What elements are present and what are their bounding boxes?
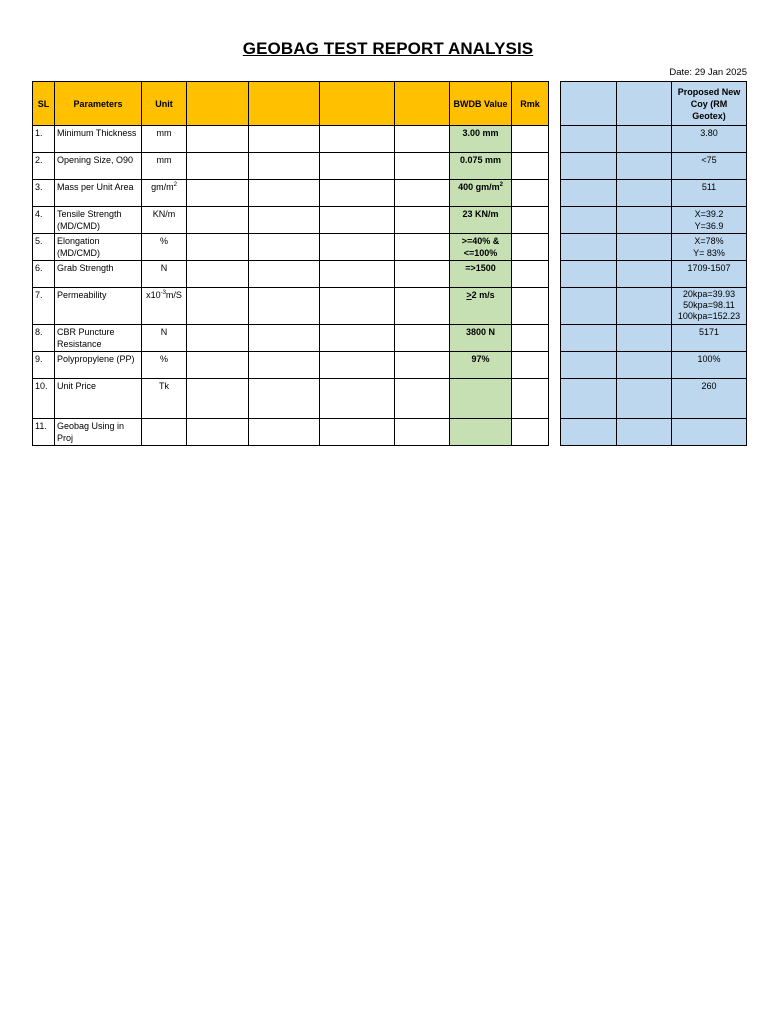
row-sl: 9. (33, 352, 55, 379)
row-param: Geobag Using in Proj (55, 419, 142, 446)
row-sl: 6. (33, 261, 55, 288)
row-unit: Tk (142, 379, 187, 419)
blank-cell (561, 180, 617, 207)
blank-cell (320, 379, 395, 419)
blank-cell (320, 153, 395, 180)
table-row (33, 207, 549, 234)
rmk-cell (512, 234, 549, 261)
blank-cell (395, 234, 450, 261)
header-unit: Unit (142, 82, 187, 126)
blank-cell (395, 352, 450, 379)
blank-cell (395, 288, 450, 325)
rmk-cell (512, 419, 549, 446)
header-parameters: Parameters (55, 82, 142, 126)
row-param: Unit Price (55, 379, 142, 419)
blank-cell (187, 126, 249, 153)
blank-cell (561, 153, 617, 180)
unit-sup: -3 (160, 290, 166, 296)
blank-cell (249, 419, 320, 446)
blank-cell (561, 207, 617, 234)
row-unit (142, 419, 187, 446)
report-date: Date: 29 Jan 2025 (669, 67, 747, 78)
row-param: Minimum Thickness (55, 126, 142, 153)
blank-cell (561, 352, 617, 379)
blank-cell (187, 153, 249, 180)
blank-cell (561, 126, 617, 153)
blank-cell (320, 288, 395, 325)
table-row (33, 325, 549, 352)
row-proposed (672, 288, 747, 325)
row-bwdb (450, 419, 512, 446)
side-row (561, 234, 747, 261)
row-param: Opening Size, O90 (55, 153, 142, 180)
proposed-line: X=78% (694, 236, 724, 246)
row-proposed: 5171 (672, 325, 747, 352)
row-bwdb: =>1500 (450, 261, 512, 288)
row-unit: N (142, 261, 187, 288)
blank-cell (561, 261, 617, 288)
row-unit: KN/m (142, 207, 187, 234)
blank-cell (617, 126, 672, 153)
blank-cell (617, 288, 672, 325)
row-proposed (672, 234, 747, 261)
blank-cell (187, 207, 249, 234)
blank-cell (249, 153, 320, 180)
bwdb-text: 400 gm/m (458, 182, 500, 192)
report-title: GEOBAG TEST REPORT ANALYSIS (242, 39, 534, 58)
blank-cell (395, 126, 450, 153)
blank-cell (249, 261, 320, 288)
blank-cell (617, 207, 672, 234)
row-param: Permeability (55, 288, 142, 325)
header-blank-1 (187, 82, 249, 126)
blank-cell (249, 288, 320, 325)
row-proposed (672, 419, 747, 446)
blank-cell (395, 207, 450, 234)
blank-cell (320, 207, 395, 234)
row-sl: 4. (33, 207, 55, 234)
table-row (33, 180, 549, 207)
blank-cell (320, 325, 395, 352)
blank-cell (561, 379, 617, 419)
row-sl: 7. (33, 288, 55, 325)
proposed-line: Y=36.9 (694, 221, 724, 231)
row-sl: 1. (33, 126, 55, 153)
blank-cell (187, 288, 249, 325)
rmk-cell (512, 325, 549, 352)
proposed-table (560, 81, 747, 446)
row-bwdb: 3800 N (450, 325, 512, 352)
rmk-cell (512, 352, 549, 379)
blank-cell (187, 419, 249, 446)
unit-post: m/S (165, 290, 182, 300)
blank-cell (187, 325, 249, 352)
row-proposed: 511 (672, 180, 747, 207)
blank-cell (395, 325, 450, 352)
row-proposed: 1709-1507 (672, 261, 747, 288)
row-sl: 10. (33, 379, 55, 419)
blank-cell (395, 180, 450, 207)
blank-cell (187, 352, 249, 379)
table-row (33, 288, 549, 325)
blank-cell (320, 261, 395, 288)
bwdb-line: >=40% & (461, 236, 500, 246)
blank-cell (249, 352, 320, 379)
row-proposed: <75 (672, 153, 747, 180)
side-row (561, 325, 747, 352)
row-param: Polypropylene (PP) (55, 352, 142, 379)
side-row (561, 153, 747, 180)
row-sl: 5. (33, 234, 55, 261)
table-row (33, 234, 549, 261)
blank-cell (320, 180, 395, 207)
main-table (32, 81, 549, 446)
blank-cell (617, 153, 672, 180)
blank-cell (249, 207, 320, 234)
blank-cell (617, 352, 672, 379)
header-sl: SL (33, 82, 55, 126)
side-header-row (561, 82, 747, 126)
blank-cell (561, 325, 617, 352)
header-row (33, 82, 549, 126)
rmk-cell (512, 180, 549, 207)
blank-cell (617, 379, 672, 419)
bwdb-sup: 2 (499, 182, 503, 188)
rmk-cell (512, 153, 549, 180)
row-bwdb: 0.075 mm (450, 153, 512, 180)
blank-cell (617, 234, 672, 261)
blank-cell (561, 288, 617, 325)
row-sl: 3. (33, 180, 55, 207)
side-row (561, 352, 747, 379)
table-row (33, 153, 549, 180)
blank-cell (249, 126, 320, 153)
row-param: CBR Puncture Resistance (55, 325, 142, 352)
row-param: Tensile Strength (MD/CMD) (55, 207, 142, 234)
row-bwdb: 23 KN/m (450, 207, 512, 234)
row-bwdb (450, 288, 512, 325)
row-bwdb (450, 379, 512, 419)
side-row (561, 419, 747, 446)
proposed-line: 50kpa=98.11 (683, 300, 735, 310)
blank-cell (187, 234, 249, 261)
blank-cell (249, 379, 320, 419)
unit-text: gm/m (151, 182, 174, 192)
blank-cell (320, 419, 395, 446)
row-proposed (672, 207, 747, 234)
header-blank-4 (395, 82, 450, 126)
blank-cell (617, 180, 672, 207)
proposed-line: 20kpa=39.93 (682, 289, 736, 299)
rmk-cell (512, 126, 549, 153)
blank-cell (320, 234, 395, 261)
header-proposed: Proposed New Coy (RM Geotex) (672, 82, 747, 126)
row-unit: mm (142, 153, 187, 180)
row-sl: 2. (33, 153, 55, 180)
row-unit: N (142, 325, 187, 352)
blank-cell (395, 419, 450, 446)
header-blank-2 (249, 82, 320, 126)
row-param: Elongation (MD/CMD) (55, 234, 142, 261)
side-row (561, 261, 747, 288)
side-row (561, 180, 747, 207)
proposed-line: 100kpa=152.23 (677, 311, 741, 321)
proposed-line: X=39.2 (694, 209, 724, 219)
row-proposed: 100% (672, 352, 747, 379)
table-row (33, 261, 549, 288)
blank-cell (249, 180, 320, 207)
row-unit (142, 288, 187, 325)
bwdb-text: 2 m/s (471, 290, 495, 300)
table-row (33, 419, 549, 446)
row-unit: % (142, 234, 187, 261)
row-sl: 11. (33, 419, 55, 446)
header-bwdb: BWDB Value (450, 82, 512, 126)
bwdb-gte-sign: > (466, 290, 472, 300)
row-unit (142, 180, 187, 207)
blank-cell (187, 180, 249, 207)
blank-cell (320, 352, 395, 379)
side-row (561, 379, 747, 419)
header-blank-3 (320, 82, 395, 126)
rmk-cell (512, 379, 549, 419)
table-row (33, 379, 549, 419)
blank-cell (395, 261, 450, 288)
blank-cell (395, 379, 450, 419)
unit-pre: x10 (146, 290, 161, 300)
row-unit: mm (142, 126, 187, 153)
blank-cell (617, 261, 672, 288)
proposed-line: Y= 83% (693, 248, 725, 258)
row-param: Grab Strength (55, 261, 142, 288)
row-bwdb (450, 180, 512, 207)
row-param: Mass per Unit Area (55, 180, 142, 207)
blank-cell (395, 153, 450, 180)
row-bwdb (450, 234, 512, 261)
blank-cell (187, 379, 249, 419)
row-bwdb: 3.00 mm (450, 126, 512, 153)
side-row (561, 288, 747, 325)
blank-cell (617, 419, 672, 446)
table-row (33, 352, 549, 379)
side-header-blank-2 (617, 82, 672, 126)
side-header-blank-1 (561, 82, 617, 126)
row-bwdb: 97% (450, 352, 512, 379)
side-row (561, 126, 747, 153)
rmk-cell (512, 207, 549, 234)
row-sl: 8. (33, 325, 55, 352)
row-unit: % (142, 352, 187, 379)
bwdb-line: <=100% (463, 248, 498, 258)
header-rmk: Rmk (512, 82, 549, 126)
blank-cell (249, 325, 320, 352)
blank-cell (617, 325, 672, 352)
side-row (561, 207, 747, 234)
blank-cell (320, 126, 395, 153)
blank-cell (187, 261, 249, 288)
rmk-cell (512, 288, 549, 325)
table-row (33, 126, 549, 153)
row-proposed: 3.80 (672, 126, 747, 153)
blank-cell (561, 419, 617, 446)
blank-cell (561, 234, 617, 261)
blank-cell (249, 234, 320, 261)
row-proposed: 260 (672, 379, 747, 419)
rmk-cell (512, 261, 549, 288)
unit-sup: 2 (173, 182, 177, 188)
